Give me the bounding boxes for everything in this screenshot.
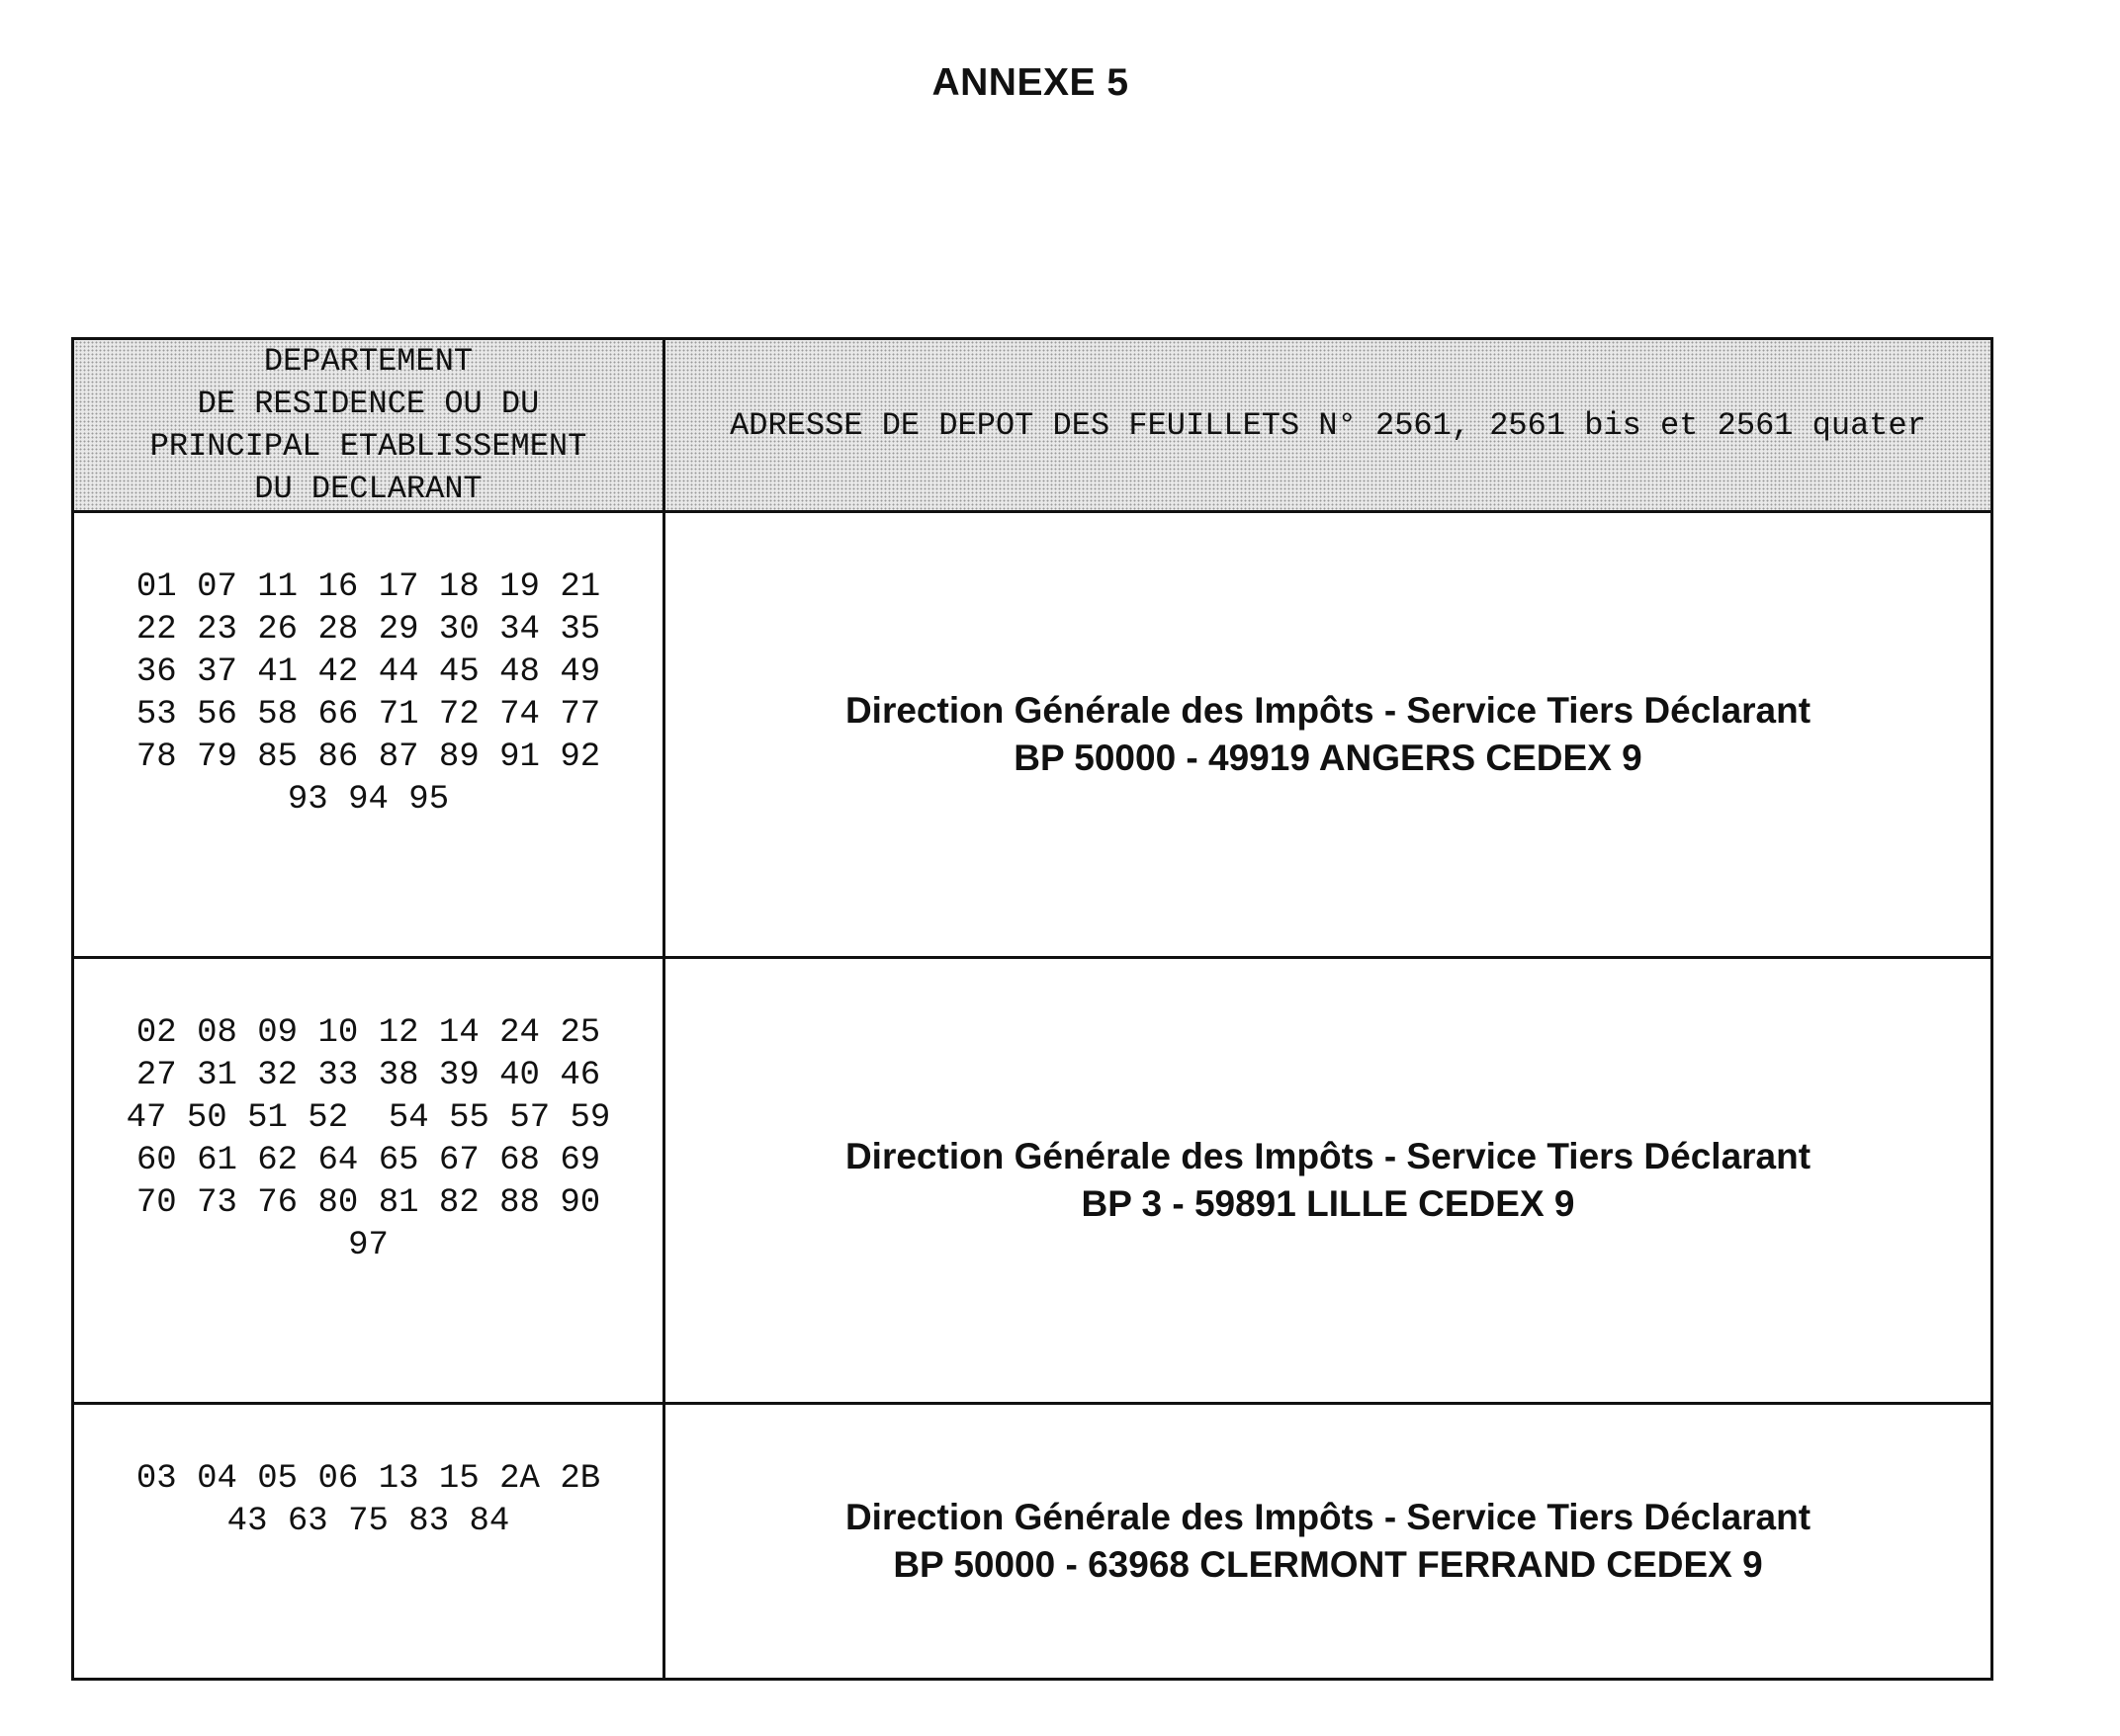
department-codes-line: 70 73 76 80 81 82 88 90: [135, 1184, 601, 1222]
department-codes-line: 47 50 51 52 54 55 57 59: [126, 1099, 611, 1137]
table-row: [73, 958, 1992, 1404]
header-department-line: PRINCIPAL ETABLISSEMENT: [149, 428, 587, 465]
department-codes-line: 97: [348, 1227, 389, 1264]
header-address: [664, 339, 1992, 512]
address-service-line: Direction Générale des Impôts - Service Tiers Déclarant: [844, 1497, 1811, 1537]
department-codes-line: 01 07 11 16 17 18 19 21: [135, 568, 601, 606]
header-department-line: DE RESIDENCE OU DU: [197, 386, 540, 422]
address-service-line: Direction Générale des Impôts - Service Tiers Déclarant: [844, 690, 1811, 731]
department-codes-line: 03 04 05 06 13 15 2A 2B: [135, 1460, 601, 1498]
department-codes-cell: [73, 1404, 664, 1680]
deposit-address-cell: [664, 958, 1992, 1404]
department-codes-line: 22 23 26 28 29 30 34 35: [135, 611, 601, 649]
department-codes-line: 93 94 95: [287, 781, 450, 819]
department-codes-line: 43 63 75 83 84: [226, 1503, 510, 1540]
department-codes-cell: [73, 512, 664, 958]
address-postal-line: BP 3 - 59891 LILLE CEDEX 9: [1081, 1183, 1575, 1224]
table-header-row: [73, 339, 1992, 512]
address-postal-line: BP 50000 - 49919 ANGERS CEDEX 9: [1014, 738, 1642, 778]
header-department: [73, 339, 664, 512]
header-department-line: DU DECLARANT: [254, 471, 483, 507]
table-row: [73, 512, 1992, 958]
deposit-address-cell: [664, 512, 1992, 958]
department-codes-line: 53 56 58 66 71 72 74 77: [135, 696, 601, 734]
department-codes-line: 78 79 85 86 87 89 91 92: [135, 738, 601, 776]
table-row: [73, 1404, 1992, 1680]
department-codes-cell: [73, 958, 664, 1404]
address-postal-line: BP 50000 - 63968 CLERMONT FERRAND CEDEX 9: [893, 1544, 1763, 1585]
department-codes-line: 02 08 09 10 12 14 24 25: [135, 1014, 601, 1052]
department-codes-line: 36 37 41 42 44 45 48 49: [135, 653, 601, 691]
page-title: ANNEXE 5: [931, 61, 1129, 104]
header-department-line: DEPARTEMENT: [263, 343, 474, 380]
deposit-address-cell: [664, 1404, 1992, 1680]
deposit-address-table: [71, 337, 1993, 1681]
address-service-line: Direction Générale des Impôts - Service Tiers Déclarant: [844, 1136, 1811, 1176]
department-codes-line: 27 31 32 33 38 39 40 46: [135, 1057, 601, 1094]
header-address-text: ADRESSE DE DEPOT DES FEUILLETS N° 2561, 2561 bis et 2561 quater: [730, 406, 1926, 444]
department-codes-line: 60 61 62 64 65 67 68 69: [135, 1142, 601, 1179]
